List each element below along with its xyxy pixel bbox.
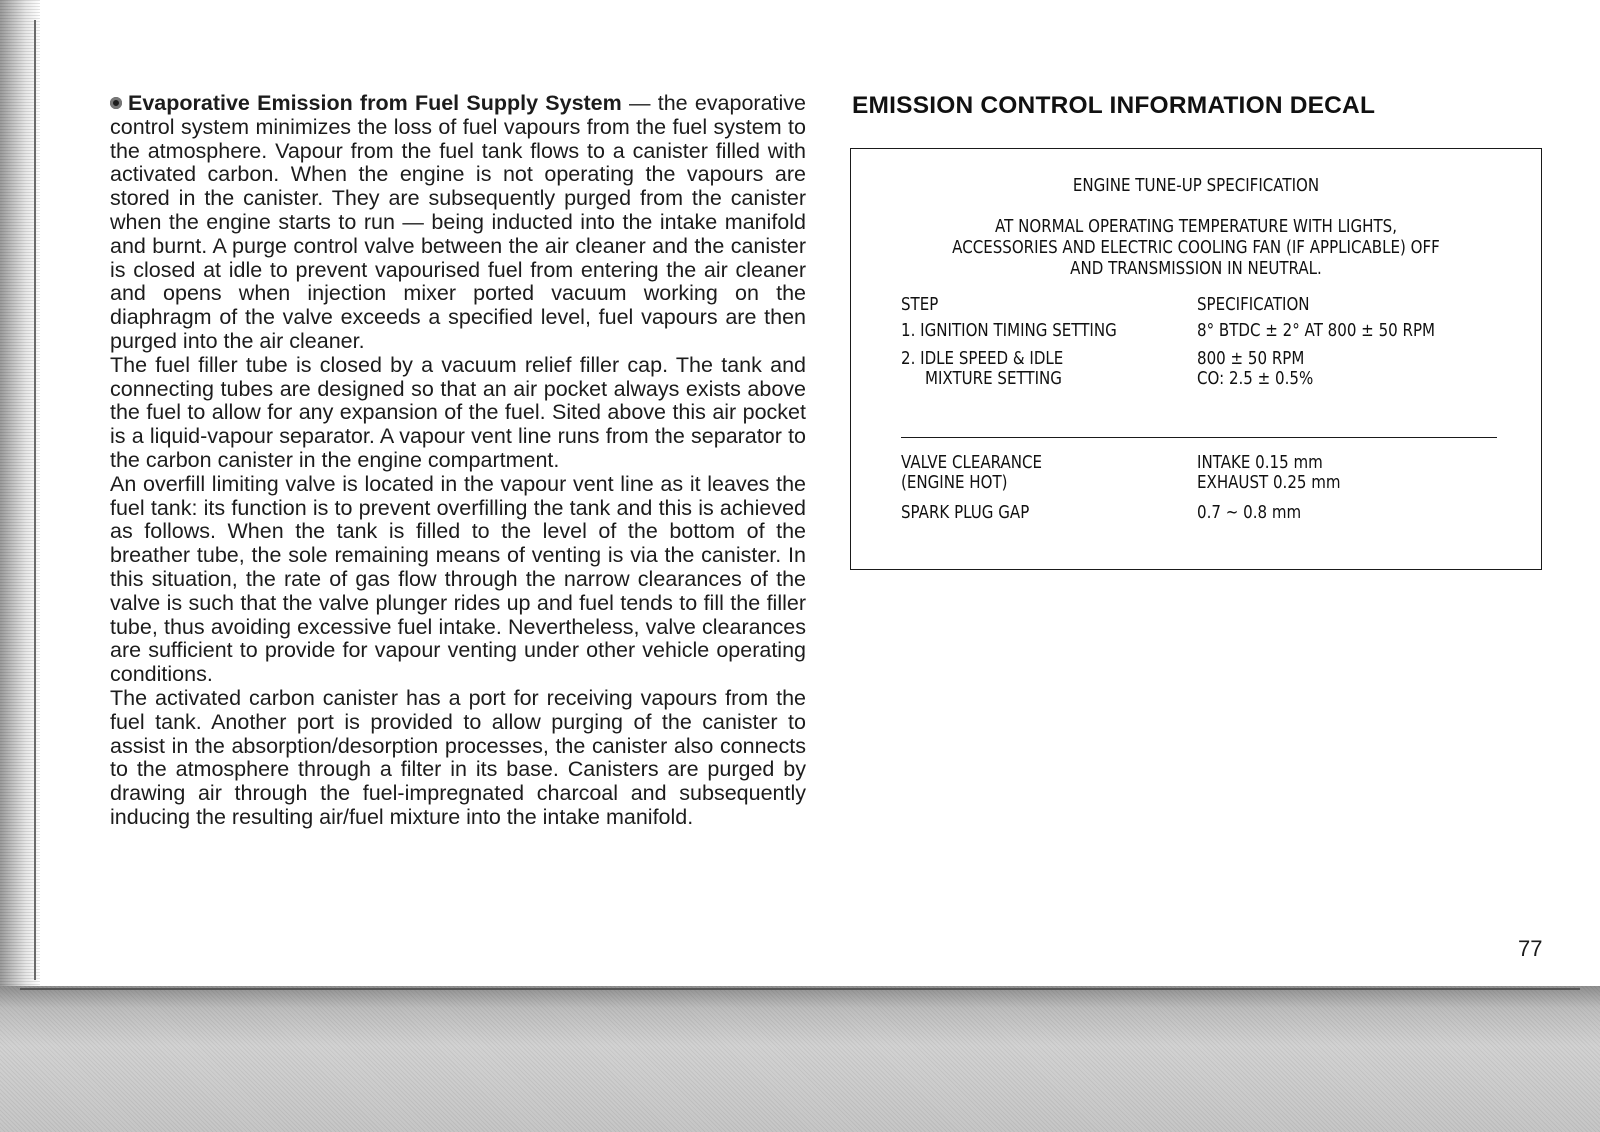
spec-ignition-timing: 8° BTDC ± 2° AT 800 ± 50 RPM [1197,321,1436,341]
step-ignition-timing: 1. IGNITION TIMING SETTING [901,321,1117,341]
spec-idle-speed: 800 ± 50 RPM [1197,349,1305,369]
bullet-icon [110,97,122,109]
specification-column-header: SPECIFICATION [1197,295,1310,315]
spark-plug-gap-label: SPARK PLUG GAP [901,503,1030,523]
paragraph-filler-tube: The fuel filler tube is closed by a vacuum relief filler cap. The tank and connecting tubes are designed so that an air pocket always exists above the fuel to allow for any expansion of the fuel. Sited above this air pocket is a liquid-vapour separator. A vapour vent line runs from the separator to the carbon canister in the engine compartment. [110,352,806,472]
condition-line: ACCESSORIES AND ELECTRIC COOLING FAN (IF APPLICABLE) OFF [952,238,1440,258]
condition-line: AND TRANSMISSION IN NEUTRAL. [1070,259,1322,279]
emission-decal [850,148,1542,570]
scan-bottom-band [0,986,1600,1132]
emission-decal-heading: EMISSION CONTROL INFORMATION DECAL [852,92,1376,119]
decal-conditions [899,217,1492,280]
paragraph-evaporative-intro [110,92,806,354]
spec-co-level: CO: 2.5 ± 0.5% [1197,369,1314,389]
valve-clearance-exhaust: EXHAUST 0.25 mm [1197,473,1341,493]
decal-title: ENGINE TUNE-UP SPECIFICATION [1072,176,1320,196]
valve-clearance-label-note: (ENGINE HOT) [901,473,1008,493]
page-number: 77 [1518,936,1543,961]
paragraph-overfill-valve: An overfill limiting valve is located in the vapour vent line as it leaves the fuel tank: its function is to prevent overfilling the tank and this is achieved as follows. When the tank is filled to the level of the bottom of the breather tube, the sole remaining means of venting is via the canister. In this situation, the rate of gas flow through the narrow clearances of the valve is such that the valve plunger rides up and fuel tends to fill the filler tube, thus avoiding excessive fuel intake. Nevertheless, valve clearances are sufficient to provide for vapour venting under other vehicle operating conditions. [110,471,806,687]
condition-line: AT NORMAL OPERATING TEMPERATURE WITH LIGHTS, [994,217,1397,237]
scan-bottom-edge [20,988,1580,990]
step-idle-speed-continued: MIXTURE SETTING [925,369,1062,389]
left-column-text [110,92,806,830]
paragraph-carbon-canister: The activated carbon canister has a port for receiving vapours from the fuel tank. Another port is provided to allow purging of the canister to assist in the absorption/desorption processes, the canister also connects to the atmosphere through a filter in its base. Canisters are purged by drawing air through the fuel-impregnated charcoal and subsequently inducing the resulting air/fuel mixture into the intake manifold. [110,685,806,829]
paragraph-text: — the evaporative control system minimizes the loss of fuel vapours from the fuel system to the atmosphere. Vapour from the fuel tank flows to a canister filled with activated carbon. When the engine is not operating the vapours are stored in the canister. They are subsequently purged from the canister when the engine starts to run — being inducted into the intake manifold and burnt. A purge control valve between the air cleaner and the canister is closed at idle to prevent vapourised fuel from entering the air cleaner and opens when injection mixer ported vacuum working on the diaphragm of the valve exceeds a specified level, fuel vapours are then purged into the air cleaner. [110,91,806,353]
section-lead-title: Evaporative Emission from Fuel Supply System [128,91,622,115]
valve-clearance-intake: INTAKE 0.15 mm [1197,453,1323,473]
step-idle-speed: 2. IDLE SPEED & IDLE [901,349,1064,369]
page-gutter-edge [34,20,36,980]
spark-plug-gap-value: 0.7 ~ 0.8 mm [1197,503,1302,523]
step-column-header: STEP [901,295,939,315]
valve-clearance-label: VALVE CLEARANCE [901,453,1043,473]
decal-divider [901,437,1497,438]
